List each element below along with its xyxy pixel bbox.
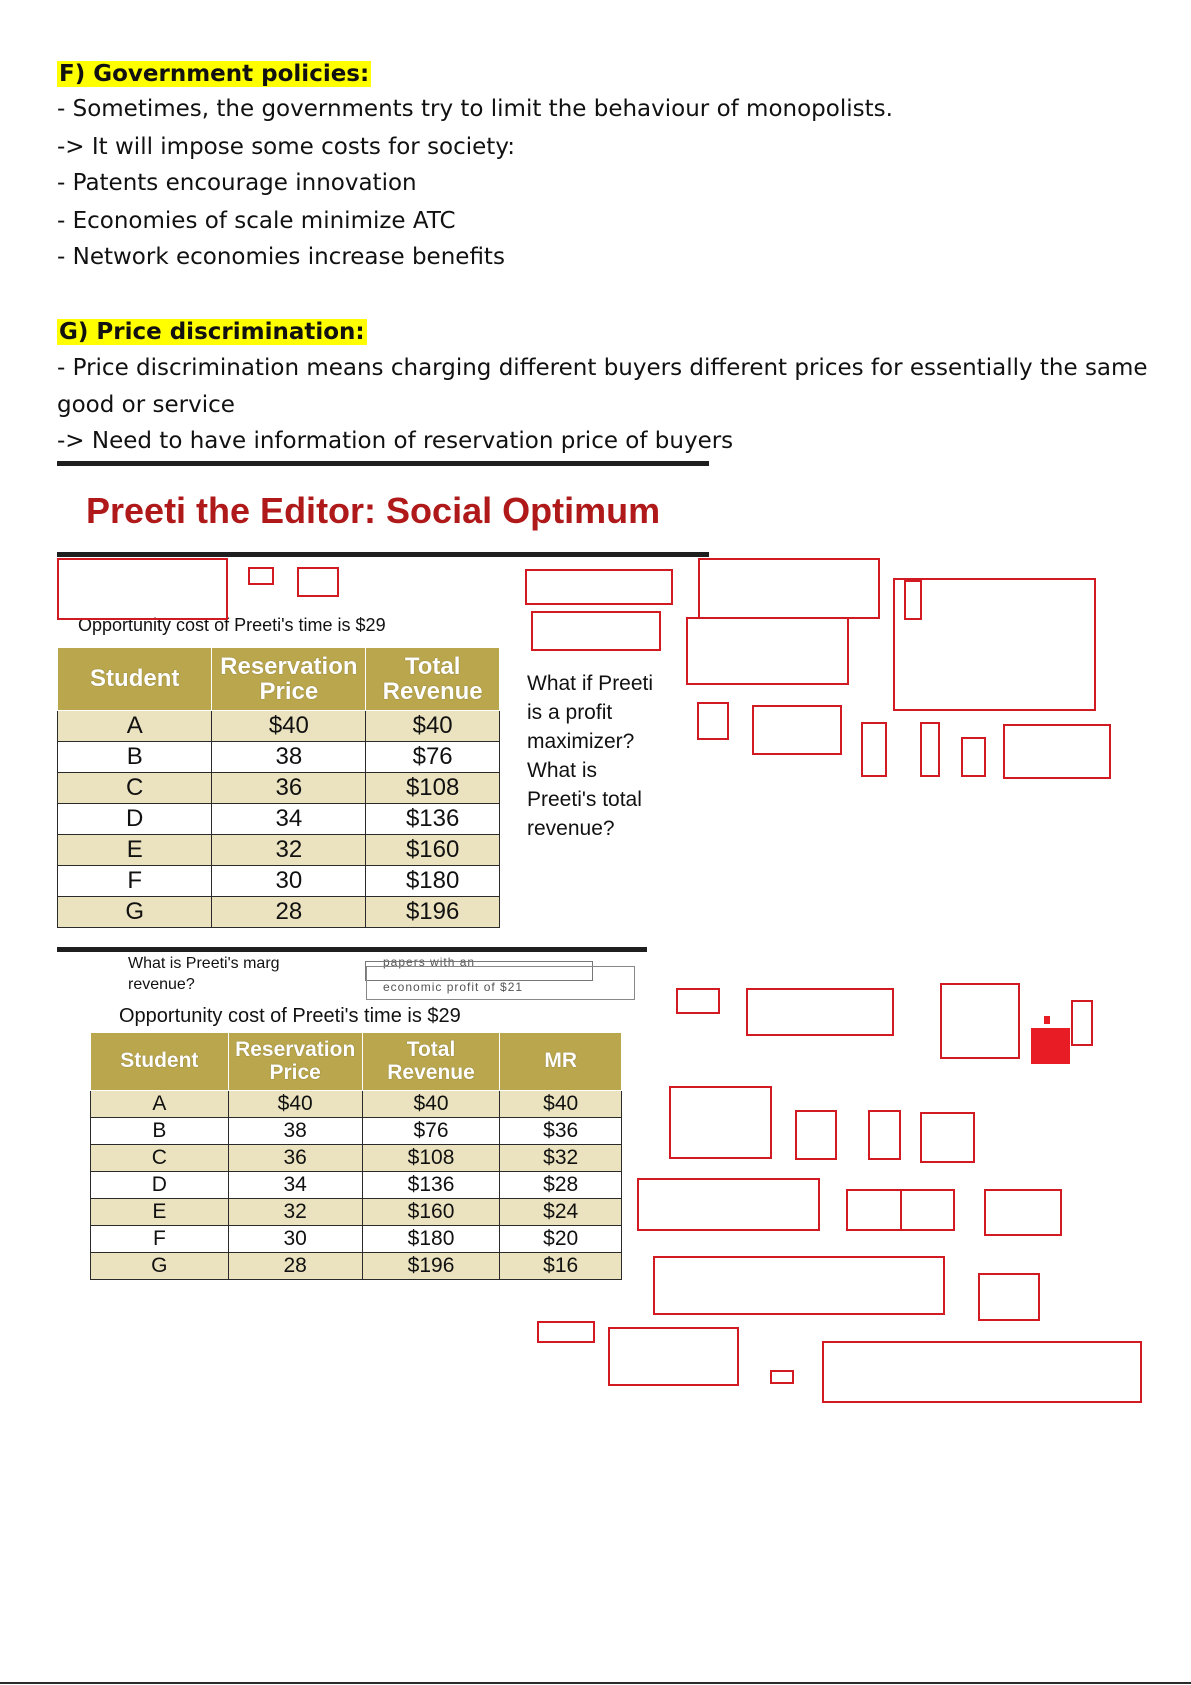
annotation-box (940, 983, 1020, 1059)
annotation-box (697, 702, 729, 740)
question-line: revenue? (128, 976, 195, 993)
question-line: is a profit (527, 701, 613, 724)
cell: $136 (366, 804, 500, 835)
annotation-box (861, 722, 887, 777)
cell: F (91, 1226, 229, 1253)
cell: G (58, 897, 212, 928)
slide2-question (128, 953, 280, 995)
cell: E (58, 835, 212, 866)
question-line: What is (527, 759, 598, 782)
slide2-col-mr: MR (500, 1033, 622, 1091)
annotation-box (978, 1273, 1040, 1321)
annotation-box (525, 569, 673, 605)
annotation-box (676, 988, 720, 1014)
cell: $160 (362, 1199, 500, 1226)
cell: E (91, 1199, 229, 1226)
annotation-box (795, 1110, 837, 1160)
annotation-box (669, 1086, 772, 1159)
partial-box (366, 966, 635, 1000)
slide2-col-student: Student (91, 1033, 229, 1091)
cell: C (58, 773, 212, 804)
slide1-top-rule (57, 461, 709, 466)
question-line: What if Preeti (527, 672, 654, 695)
table-row (58, 897, 500, 928)
table-row (91, 1199, 622, 1226)
table-row (58, 866, 500, 897)
annotation-box (920, 722, 940, 777)
question-line: revenue? (527, 817, 615, 840)
cell: $160 (366, 835, 500, 866)
slide2-table (90, 1032, 622, 1280)
cell: A (91, 1091, 229, 1118)
cell: $40 (212, 711, 366, 742)
slide1-col-total-revenue: Total Revenue (366, 648, 500, 711)
table-row (58, 742, 500, 773)
cell: 38 (228, 1118, 362, 1145)
cell: 38 (212, 742, 366, 773)
cell: D (58, 804, 212, 835)
table-row (58, 711, 500, 742)
cell: $40 (366, 711, 500, 742)
table-row (58, 804, 500, 835)
section-g-line-3: -> Need to have information of reservation price of buyers (57, 428, 734, 454)
cell: 36 (212, 773, 366, 804)
table-row (91, 1091, 622, 1118)
cell: 36 (228, 1145, 362, 1172)
slide2-col-total-revenue: Total Revenue (362, 1033, 500, 1091)
cell: B (58, 742, 212, 773)
slide1-question (527, 669, 653, 843)
cell: 32 (228, 1199, 362, 1226)
red-marker-square (1031, 1028, 1070, 1064)
question-line: What is Preeti's marg (128, 955, 280, 972)
section-g-line-1: - Price discrimination means charging different buyers different prices for essentially the same (57, 355, 1148, 381)
cell: $16 (500, 1253, 622, 1280)
section-f-line-3: - Patents encourage innovation (57, 170, 417, 196)
cell: $40 (228, 1091, 362, 1118)
red-marker-tick (1044, 1016, 1050, 1024)
cell: C (91, 1145, 229, 1172)
cell: $36 (500, 1118, 622, 1145)
cell: $28 (500, 1172, 622, 1199)
annotation-box (537, 1321, 595, 1343)
annotation-box (686, 617, 849, 685)
cell: $180 (366, 866, 500, 897)
cell: $76 (362, 1118, 500, 1145)
cell: $136 (362, 1172, 500, 1199)
cell: 30 (228, 1226, 362, 1253)
cell: 28 (228, 1253, 362, 1280)
annotation-box (984, 1189, 1062, 1236)
annotation-box (297, 567, 339, 597)
cell: $76 (366, 742, 500, 773)
cell: $24 (500, 1199, 622, 1226)
slide1-col-reservation-price: Reservation Price (212, 648, 366, 711)
mask (287, 958, 312, 964)
slide2-top-rule (57, 947, 647, 952)
table-row (91, 1253, 622, 1280)
section-g-heading: G) Price discrimination: (59, 319, 365, 345)
annotation-box (637, 1178, 820, 1231)
question-line: Preeti's total (527, 788, 642, 811)
annotation-box (770, 1370, 794, 1384)
annotation-box (1003, 724, 1111, 779)
annotation-box (248, 567, 274, 585)
cell: 28 (212, 897, 366, 928)
annotation-box (904, 580, 922, 620)
section-f-heading: F) Government policies: (59, 61, 370, 87)
cell: $108 (362, 1145, 500, 1172)
annotation-box (698, 558, 880, 619)
section-f-line-1: - Sometimes, the governments try to limit the behaviour of monopolists. (57, 96, 893, 122)
annotation-box (653, 1256, 945, 1315)
cell: B (91, 1118, 229, 1145)
annotation-box (1071, 1000, 1093, 1046)
slide2-partial-text-1: papers with an (383, 955, 476, 969)
annotation-box (846, 1189, 902, 1231)
table-row (58, 773, 500, 804)
annotation-box (57, 558, 228, 620)
section-f-line-5: - Network economies increase benefits (57, 244, 505, 270)
table-row (91, 1118, 622, 1145)
page-bottom-rule (0, 1682, 1191, 1684)
slide1-col-student: Student (58, 648, 212, 711)
slide2-opportunity-cost: Opportunity cost of Preeti's time is $29 (119, 1005, 461, 1027)
annotation-box (822, 1341, 1142, 1403)
table-row (91, 1145, 622, 1172)
cell: $180 (362, 1226, 500, 1253)
annotation-box (531, 611, 661, 651)
annotation-box (868, 1110, 901, 1160)
annotation-box (900, 1189, 955, 1231)
annotation-box (920, 1112, 975, 1163)
cell: 34 (228, 1172, 362, 1199)
section-f-line-4: - Economies of scale minimize ATC (57, 208, 456, 234)
cell: 34 (212, 804, 366, 835)
section-f-line-2: -> It will impose some costs for society: (57, 134, 516, 160)
slide1-title-rule (57, 552, 709, 557)
cell: $32 (500, 1145, 622, 1172)
slide1-title: Preeti the Editor: Social Optimum (86, 490, 661, 531)
table-row (91, 1172, 622, 1199)
cell: $40 (500, 1091, 622, 1118)
question-line: maximizer? (527, 730, 635, 753)
cell: D (91, 1172, 229, 1199)
cell: A (58, 711, 212, 742)
annotation-box (961, 737, 986, 777)
annotation-box (752, 705, 842, 755)
cell: $108 (366, 773, 500, 804)
cell: $20 (500, 1226, 622, 1253)
slide1-opportunity-cost: Opportunity cost of Preeti's time is $29 (78, 615, 386, 635)
annotation-box (746, 988, 894, 1036)
slide2-partial-text-2: economic profit of $21 (383, 980, 524, 994)
cell: F (58, 866, 212, 897)
cell: $196 (362, 1253, 500, 1280)
cell: 30 (212, 866, 366, 897)
cell: G (91, 1253, 229, 1280)
slide2-col-reservation-price: Reservation Price (228, 1033, 362, 1091)
cell: $196 (366, 897, 500, 928)
annotation-box (893, 578, 1096, 711)
slide1-table (57, 647, 500, 928)
section-g-line-2: good or service (57, 392, 235, 418)
cell: 32 (212, 835, 366, 866)
cell: $40 (362, 1091, 500, 1118)
table-row (91, 1226, 622, 1253)
table-row (58, 835, 500, 866)
annotation-box (608, 1327, 739, 1386)
